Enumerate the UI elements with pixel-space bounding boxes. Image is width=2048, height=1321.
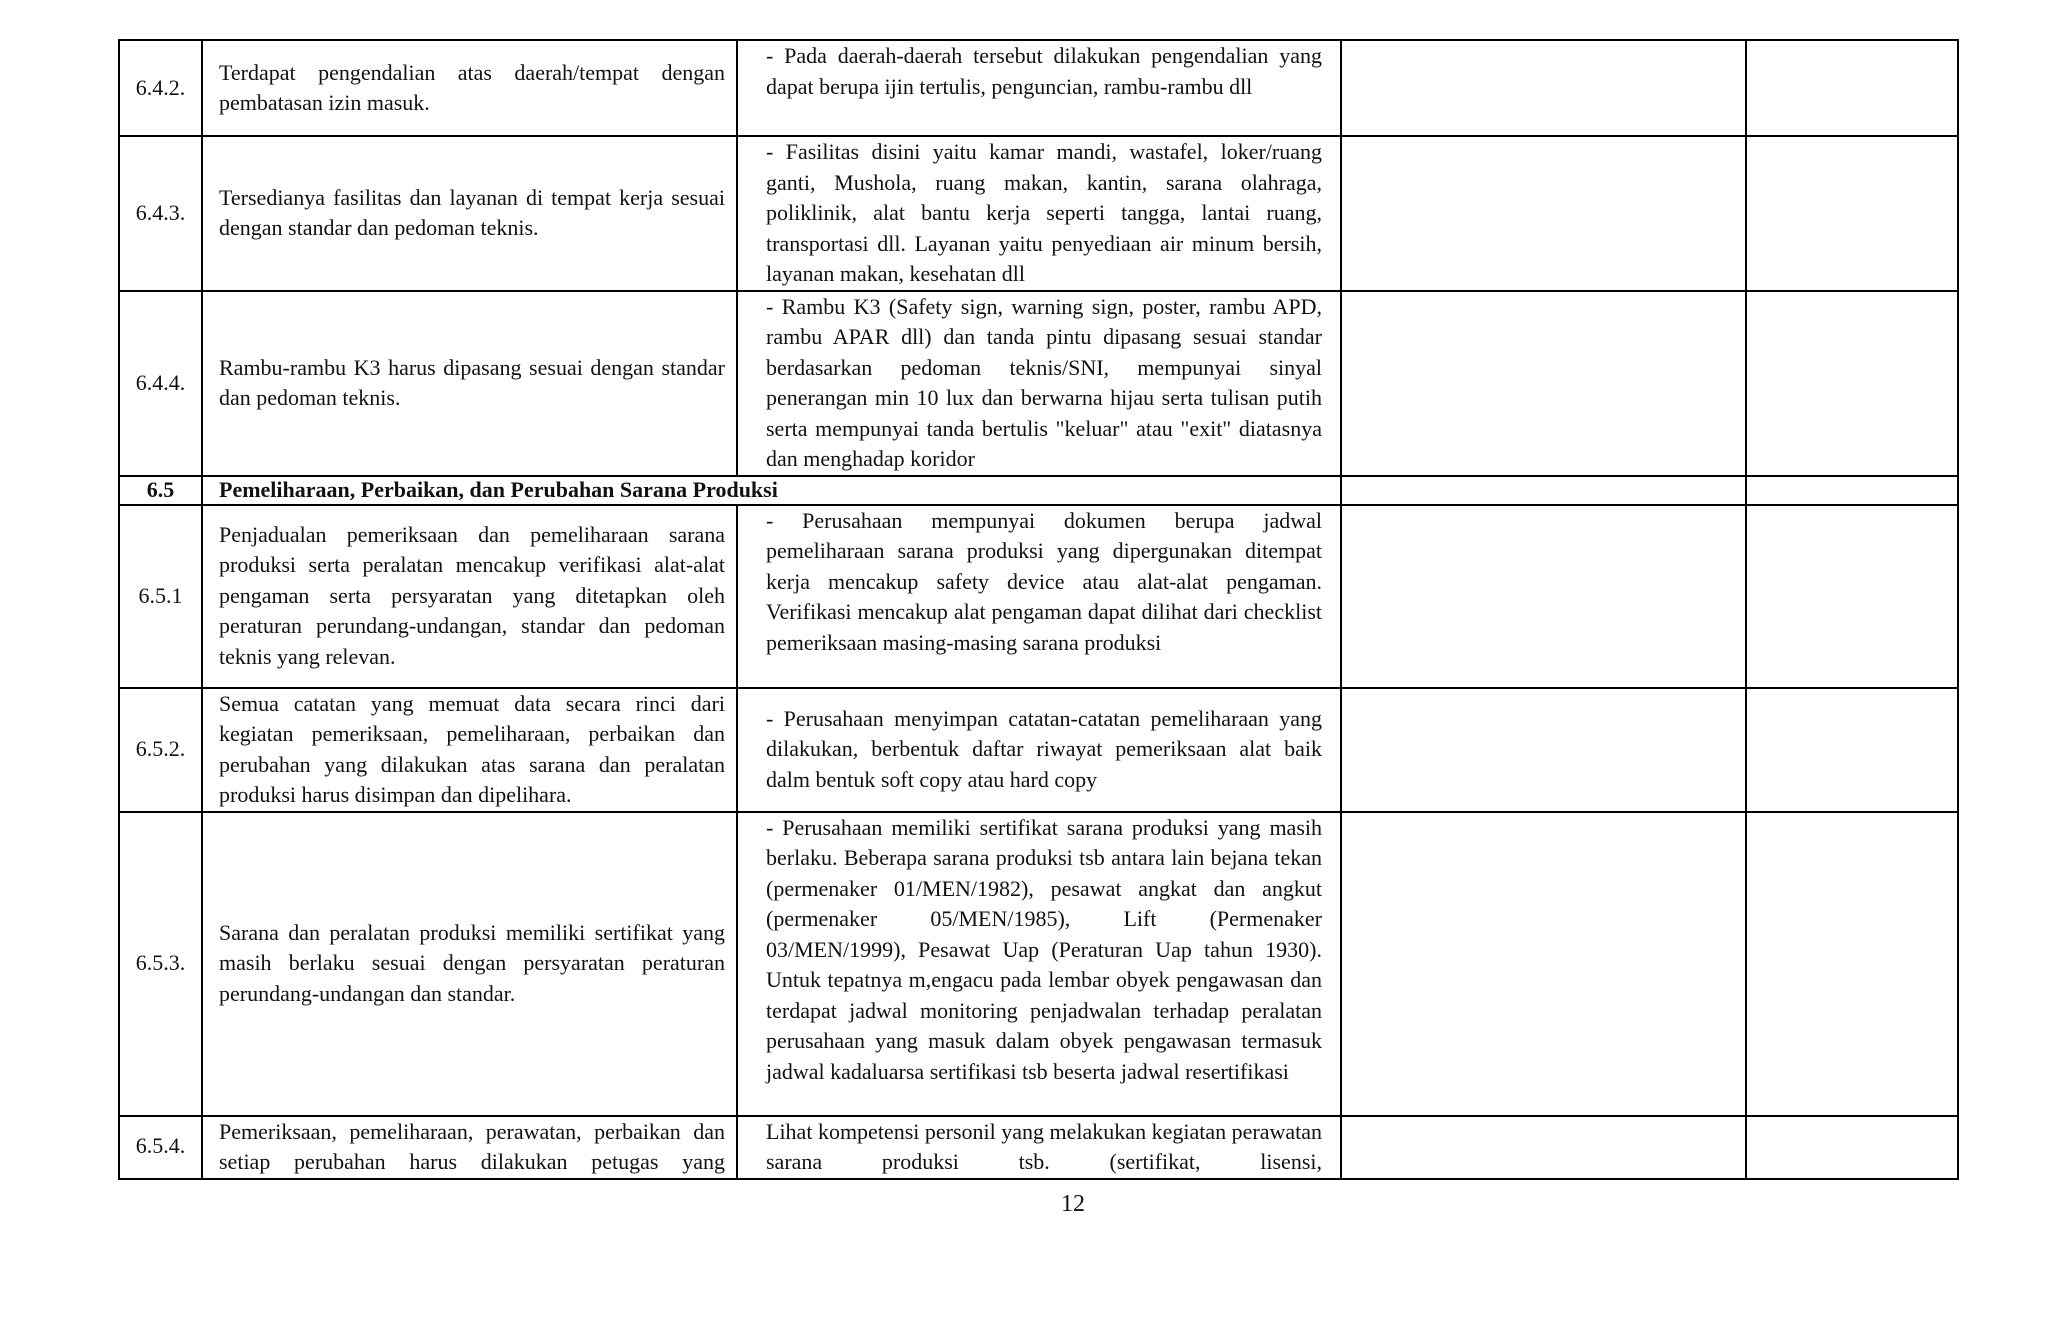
empty-cell [1341,812,1746,1116]
criteria-text: Pemeriksaan, pemeliharaan, perawatan, perbaikan dan setiap perubahan harus dilakukan petugas yang [202,1116,737,1179]
table-row [119,40,1958,136]
empty-cell [1341,476,1746,505]
section-row [119,476,1958,505]
empty-cell [1341,688,1746,812]
empty-cell [1746,476,1958,505]
item-number: 6.5.3. [119,812,202,1116]
guidance-text: - Perusahaan menyimpan catatan-catatan pemeliharaan yang dilakukan, berbentuk daftar riwayat pemeriksaan alat baik dalm bentuk soft copy atau hard copy [737,688,1341,812]
empty-cell [1341,1116,1746,1179]
item-number: 6.4.3. [119,136,202,291]
table-row [119,136,1958,291]
table-row [119,1116,1958,1179]
empty-cell [1341,291,1746,476]
audit-criteria-table [118,39,1959,1180]
table-row [119,291,1958,476]
section-title: Pemeliharaan, Perbaikan, dan Perubahan Sarana Produksi [202,476,1341,505]
empty-cell [1341,40,1746,136]
criteria-text: Sarana dan peralatan produksi memiliki sertifikat yang masih berlaku sesuai dengan persyaratan peraturan perundang-undangan dan standar. [202,812,737,1116]
item-number: 6.5.2. [119,688,202,812]
table-row [119,688,1958,812]
criteria-text: Terdapat pengendalian atas daerah/tempat dengan pembatasan izin masuk. [202,40,737,136]
criteria-text: Rambu-rambu K3 harus dipasang sesuai dengan standar dan pedoman teknis. [202,291,737,476]
item-number: 6.4.2. [119,40,202,136]
criteria-text: Semua catatan yang memuat data secara rinci dari kegiatan pemeriksaan, pemeliharaan, perbaikan dan perubahan yang dilakukan atas sarana dan peralatan produksi harus disimpan dan dipelihara. [202,688,737,812]
item-number: 6.5.4. [119,1116,202,1179]
criteria-text: Penjadualan pemeriksaan dan pemeliharaan sarana produksi serta peralatan mencakup verifikasi alat-alat pengaman serta persyaratan yang ditetapkan oleh peraturan perundang-undangan, standar dan pedoman teknis yang relevan. [202,505,737,688]
empty-cell [1746,505,1958,688]
guidance-text: - Fasilitas disini yaitu kamar mandi, wastafel, loker/ruang ganti, Mushola, ruang makan, kantin, sarana olahraga, poliklinik, alat bantu kerja seperti tangga, lantai ruang, transportasi dll. Layanan yaitu penyediaan air minum bersih, layanan makan, kesehatan dll [737,136,1341,291]
empty-cell [1746,812,1958,1116]
table-row [119,812,1958,1116]
empty-cell [1746,1116,1958,1179]
table-row [119,505,1958,688]
section-number: 6.5 [119,476,202,505]
empty-cell [1746,688,1958,812]
item-number: 6.4.4. [119,291,202,476]
guidance-text: Lihat kompetensi personil yang melakukan kegiatan perawatan sarana produksi tsb. (sertifikat, lisensi, [737,1116,1341,1179]
empty-cell [1746,136,1958,291]
guidance-text: - Perusahaan memiliki sertifikat sarana produksi yang masih berlaku. Beberapa sarana produksi tsb antara lain bejana tekan (permenaker 01/MEN/1982), pesawat angkat dan angkut (permenaker 05/MEN/1985), Lift (Permenaker 03/MEN/1999), Pesawat Uap (Peraturan Uap tahun 1930). Untuk tepatnya m,engacu pada lembar obyek pengawasan dan terdapat jadwal monitoring penjadwalan terhadap peralatan perusahaan yang masuk dalam obyek pengawasan termasuk jadwal kadaluarsa sertifikasi tsb beserta jadwal resertifikasi [737,812,1341,1116]
guidance-text: - Pada daerah-daerah tersebut dilakukan pengendalian yang dapat berupa ijin tertulis, penguncian, rambu-rambu dll [737,40,1341,136]
empty-cell [1746,40,1958,136]
guidance-text: - Perusahaan mempunyai dokumen berupa jadwal pemeliharaan sarana produksi yang dipergunakan ditempat kerja mencakup safety device atau alat-alat pengaman. Verifikasi mencakup alat pengaman dapat dilihat dari checklist pemeriksaan masing-masing sarana produksi [737,505,1341,688]
empty-cell [1341,505,1746,688]
item-number: 6.5.1 [119,505,202,688]
guidance-text: - Rambu K3 (Safety sign, warning sign, poster, rambu APD, rambu APAR dll) dan tanda pintu dipasang sesuai standar berdasarkan pedoman teknis/SNI, mempunyai sinyal penerangan min 10 lux dan berwarna hijau serta tulisan putih serta mempunyai tanda bertulis "keluar" atau "exit" diatasnya dan menghadap koridor [737,291,1341,476]
empty-cell [1746,291,1958,476]
empty-cell [1341,136,1746,291]
page-number: 12 [1061,1191,1085,1217]
criteria-text: Tersedianya fasilitas dan layanan di tempat kerja sesuai dengan standar dan pedoman teknis. [202,136,737,291]
